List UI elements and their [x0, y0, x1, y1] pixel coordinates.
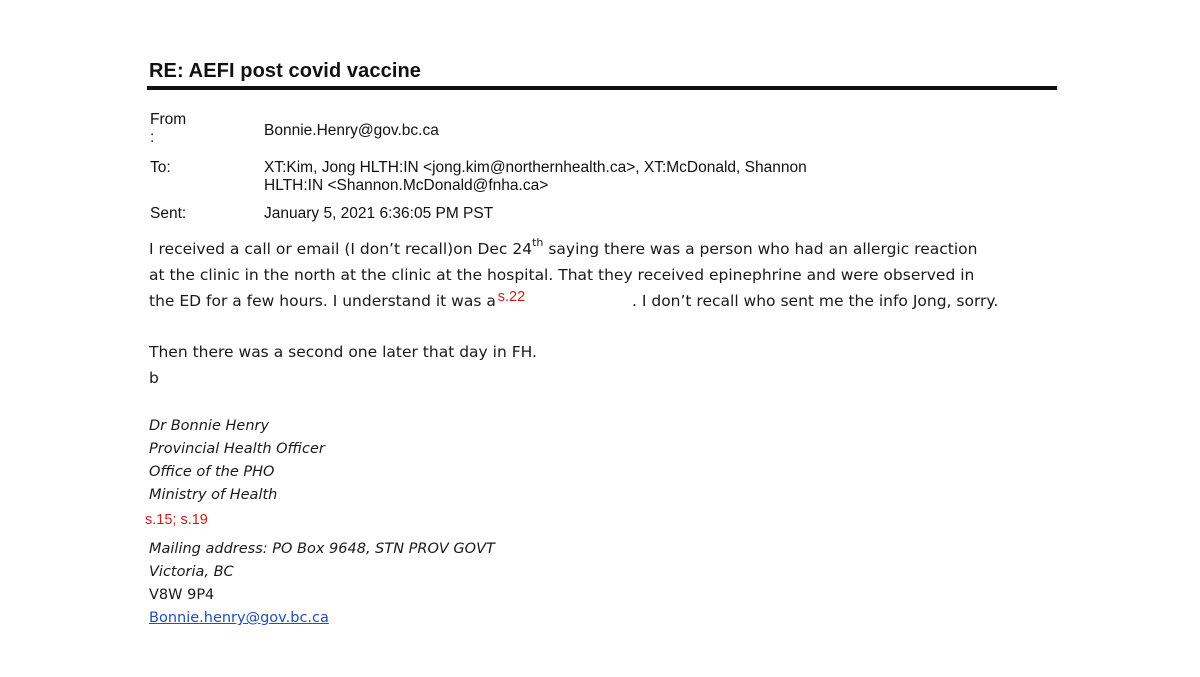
signature-mailing-address: Mailing address: PO Box 9648, STN PROV GOVT	[149, 541, 495, 557]
signature-postal-code: V8W 9P4	[149, 587, 215, 603]
sent-value: January 5, 2021 6:36:05 PM PST	[264, 205, 494, 222]
signature-office: Office of the PHO	[149, 464, 275, 480]
email-subject: RE: AEFI post covid vaccine	[149, 60, 422, 82]
to-value-line1: XT:Kim, Jong HLTH:IN <jong.kim@northernhealth.ca>, XT:McDonald, Shannon	[264, 159, 807, 176]
body-line-5: b	[149, 369, 159, 387]
redaction-code-s22: s.22	[497, 289, 526, 305]
from-label-colon: :	[150, 129, 155, 146]
body-line-1	[149, 235, 978, 258]
ordinal-suffix: th	[532, 235, 544, 249]
body-line-1-text-a: I received a call or email (I don’t recall)on Dec 24	[149, 240, 533, 258]
signature-city: Victoria, BC	[149, 564, 234, 580]
body-line-3-text-a: the ED for a few hours. I understand it was a	[149, 292, 496, 310]
body-line-3b: . I don’t recall who sent me the info Jong, sorry.	[632, 292, 999, 310]
redaction-code-s15-s19: s.15; s.19	[145, 512, 208, 528]
body-line-3a	[149, 289, 526, 310]
signature-title: Provincial Health Officer	[149, 441, 325, 457]
body-line-1-text-b: saying there was a person who had an allergic reaction	[543, 240, 978, 258]
to-label: To:	[150, 159, 171, 176]
body-line-4: Then there was a second one later that day in FH.	[149, 343, 537, 361]
body-line-2: at the clinic in the north at the clinic at the hospital. That they received epinephrine and were observed in	[149, 266, 975, 284]
sent-label: Sent:	[150, 205, 187, 222]
to-value-line2: HLTH:IN <Shannon.McDonald@fnha.ca>	[264, 177, 549, 194]
signature-ministry: Ministry of Health	[149, 487, 278, 503]
signature-email-link[interactable]: Bonnie.henry@gov.bc.ca	[149, 610, 329, 626]
from-value: Bonnie.Henry@gov.bc.ca	[264, 122, 439, 139]
subject-divider	[147, 86, 1057, 90]
from-label: From	[150, 111, 187, 128]
signature-name: Dr Bonnie Henry	[149, 418, 270, 434]
